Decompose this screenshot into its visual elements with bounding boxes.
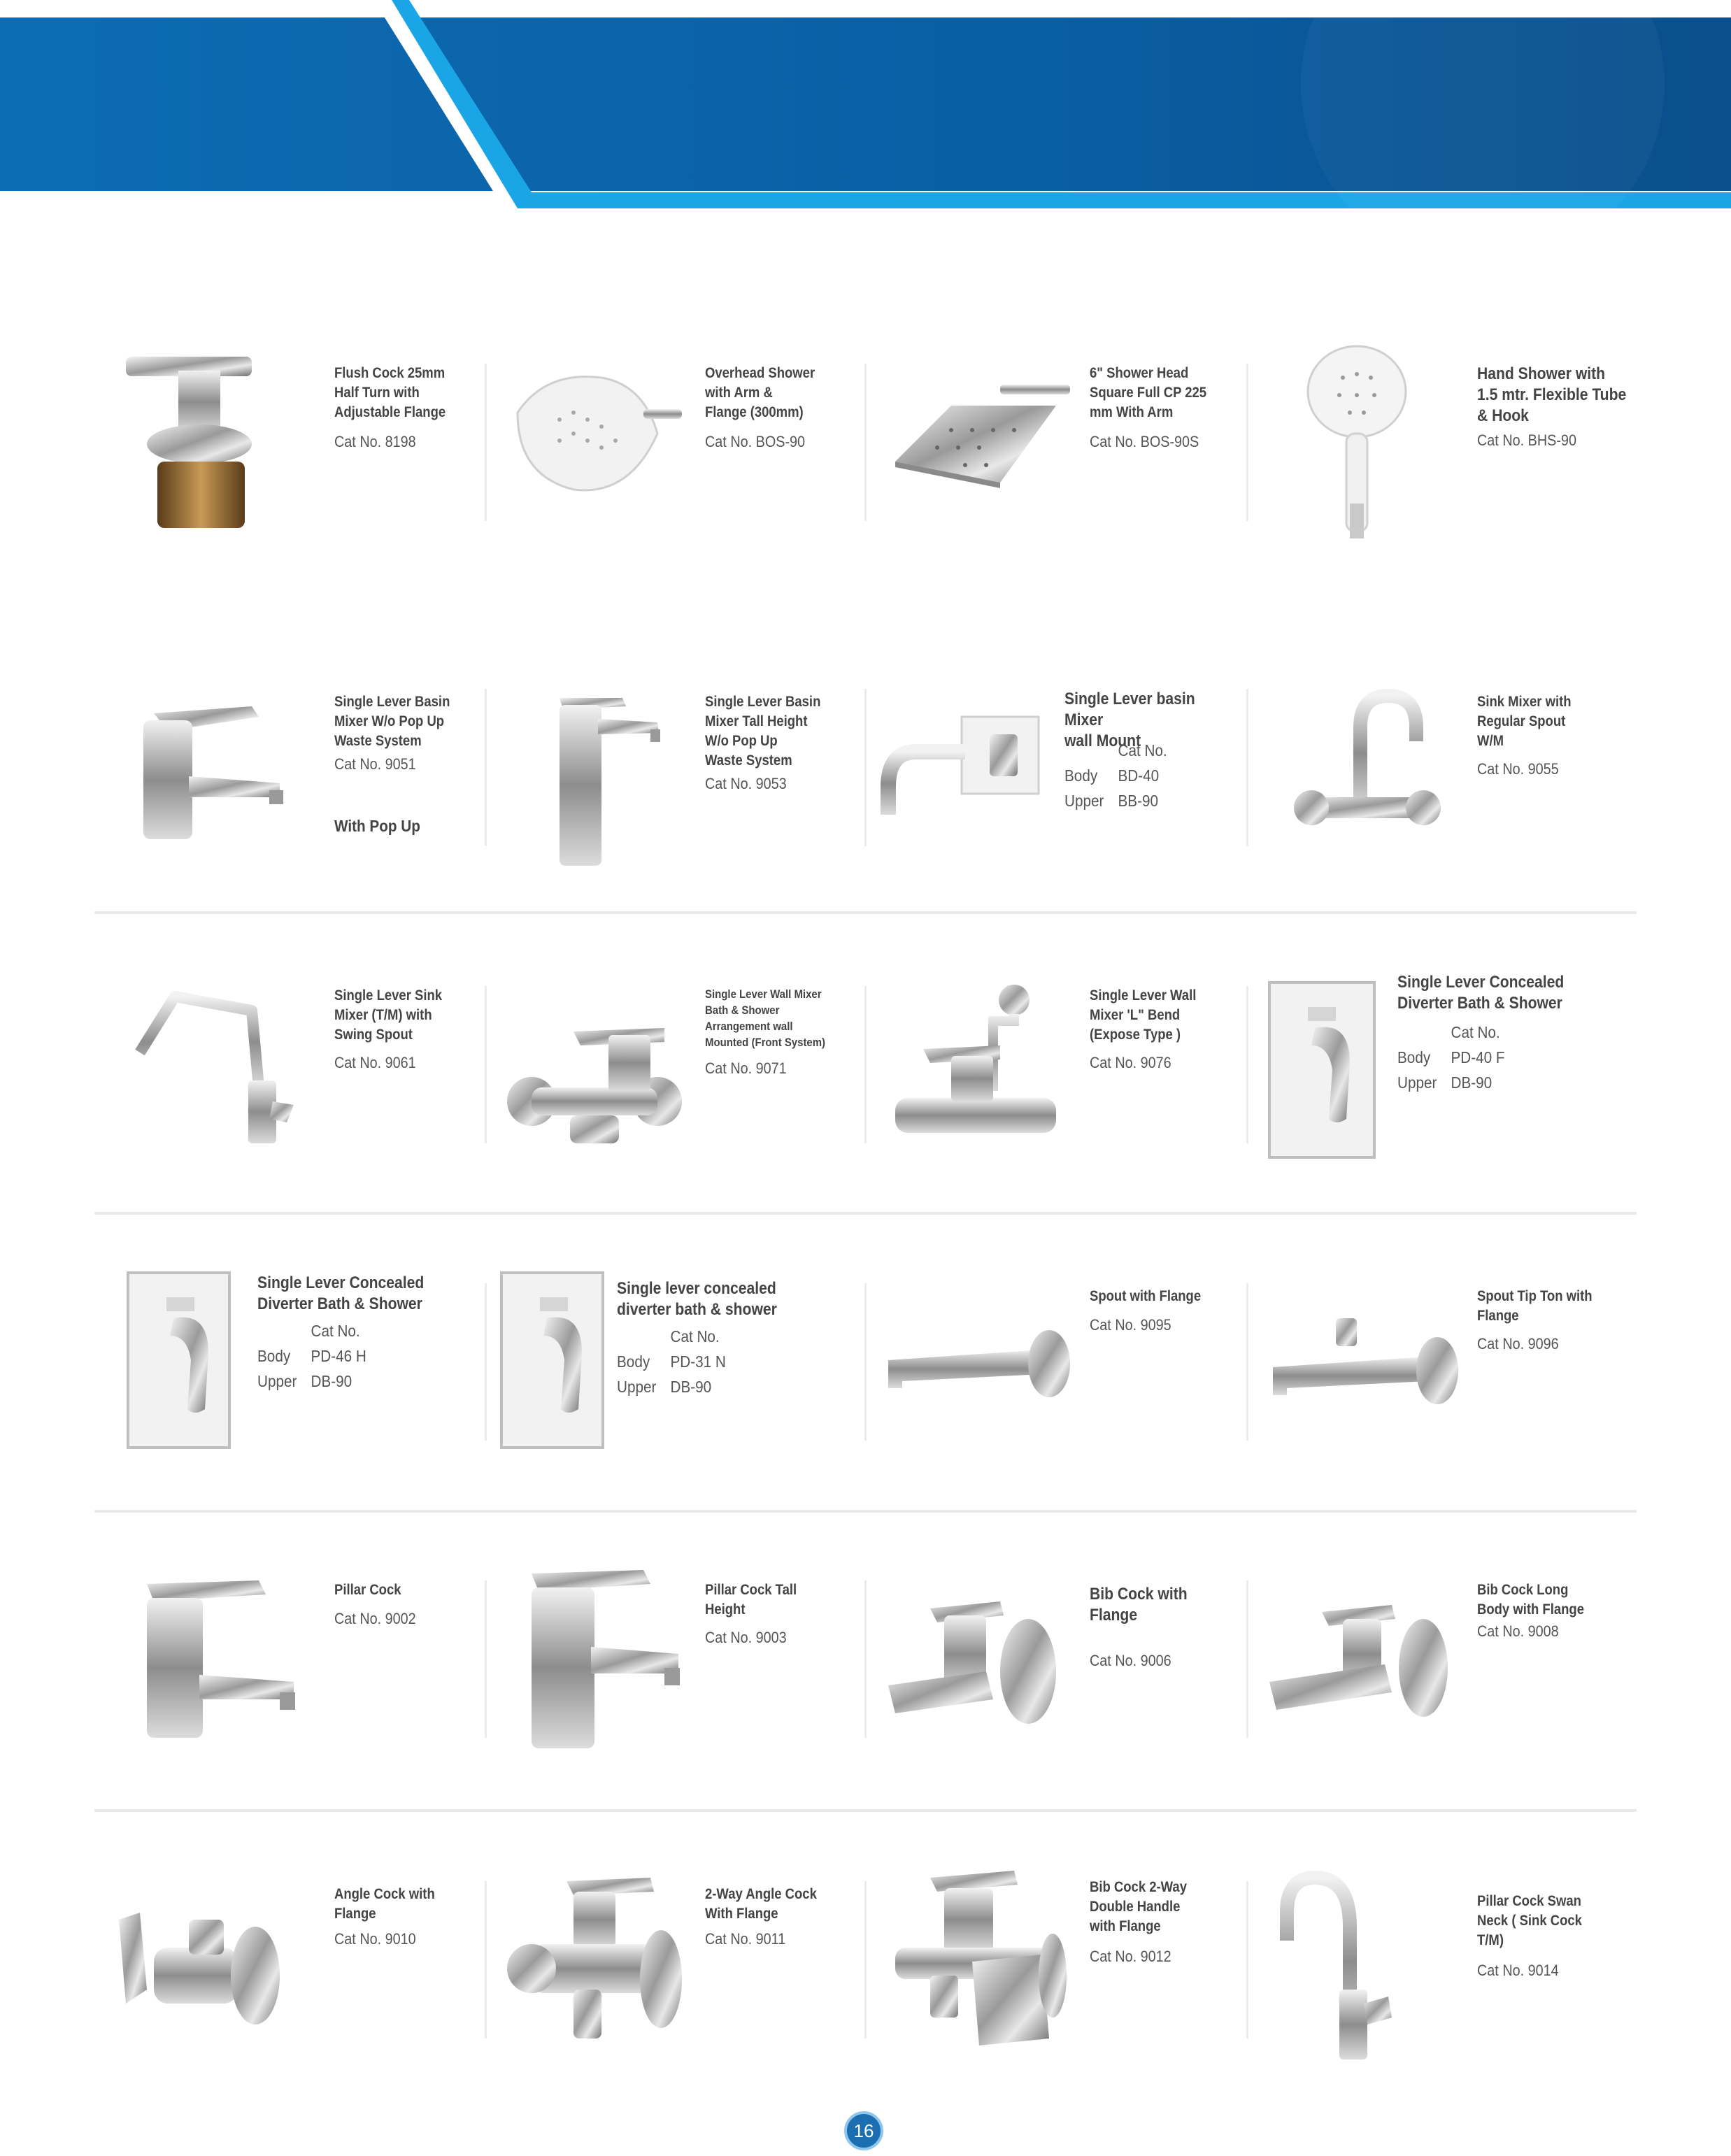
sink-mixer-icon — [1283, 685, 1451, 846]
overhead-shower-icon — [504, 350, 685, 511]
spec-block — [257, 1318, 366, 1394]
two-way-angle-cock-icon — [504, 1874, 685, 2056]
column-separator — [485, 364, 487, 521]
spout-icon — [881, 1318, 1077, 1409]
product-description: Spout Tip Ton with Flange — [1477, 1288, 1593, 1324]
square-shower-head-icon — [881, 350, 1077, 511]
spec-upper-value: DB-90 — [311, 1372, 352, 1390]
spec-body-value: BD-40 — [1118, 766, 1160, 785]
product-concealed-diverter-pd31n — [498, 1269, 876, 1465]
product-description: Angle Cock with Flange — [334, 1886, 435, 1922]
column-separator — [1246, 364, 1248, 521]
row-divider — [94, 911, 1637, 914]
product-description: 6" Shower Head Square Full CP 225 mm With Arm — [1090, 365, 1207, 420]
swan-neck-pillar-cock-icon — [1266, 1864, 1434, 2066]
product-description: Flush Cock 25mm Half Turn with Adjustable Flange — [334, 365, 446, 420]
product-long-bib-cock — [1266, 1573, 1644, 1769]
product-flush-cock — [112, 350, 476, 545]
pop-up-note: With Pop Up — [334, 817, 420, 835]
catalog-number: Cat No. 9010 — [334, 1930, 416, 1948]
product-description: Single Lever Concealed Diverter Bath & Shower — [257, 1273, 425, 1313]
spec-block — [1397, 1020, 1505, 1095]
catalog-number: Cat No. BHS-90 — [1477, 431, 1576, 449]
l-bend-wall-mixer-icon — [881, 979, 1063, 1154]
spec-upper-value: DB-90 — [670, 1378, 712, 1396]
spec-body-value: PD-31 N — [670, 1352, 726, 1371]
concealed-diverter-icon — [1266, 979, 1378, 1161]
product-description: Hand Shower with 1.5 mtr. Flexible Tube & Hook — [1477, 364, 1627, 425]
two-way-bib-cock-icon — [881, 1864, 1070, 2059]
column-separator — [1246, 986, 1248, 1143]
product-swan-neck-pillar-cock — [1266, 1864, 1644, 2066]
product-overhead-shower — [504, 350, 867, 545]
spout-tip-ton-icon — [1266, 1315, 1462, 1413]
row-divider — [94, 1212, 1637, 1215]
column-separator — [485, 689, 487, 846]
tall-basin-mixer-icon — [504, 691, 685, 873]
spec-cat-label: Cat No. — [1118, 741, 1167, 759]
product-description: Sink Mixer with Regular Spout W/M — [1477, 694, 1572, 749]
spec-upper-value: DB-90 — [1451, 1073, 1493, 1092]
product-description: Single Lever Wall Mixer 'L" Bend (Expose Type ) — [1090, 987, 1197, 1043]
product-concealed-diverter-pd46h — [124, 1269, 488, 1465]
catalog-number: Cat No. 8198 — [334, 433, 416, 450]
catalog-number: Cat No. 9002 — [334, 1610, 416, 1627]
spec-body-label: Body — [257, 1347, 291, 1365]
product-wall-basin-mixer — [874, 682, 1252, 878]
spec-cat-label: Cat No. — [311, 1322, 360, 1340]
catalog-number: Cat No. 9095 — [1090, 1316, 1171, 1334]
spec-upper-value: BB-90 — [1118, 792, 1159, 810]
product-spout-tip-ton — [1266, 1276, 1644, 1472]
spec-body-label: Body — [617, 1352, 650, 1371]
spec-body-label: Body — [1397, 1048, 1431, 1066]
tall-pillar-cock-icon — [504, 1570, 692, 1752]
long-bib-cock-icon — [1266, 1598, 1462, 1731]
spec-block — [617, 1324, 726, 1399]
catalog-number: Cat No. 9071 — [705, 1059, 787, 1077]
catalog-number: Cat No. 9011 — [705, 1930, 786, 1948]
column-separator — [1246, 1283, 1248, 1441]
product-description: Single Lever Basin Mixer W/o Pop Up Waste System — [334, 694, 450, 749]
catalog-number: Cat No. 9051 — [334, 755, 416, 773]
product-description: Single Lever Sink Mixer (T/M) with Swing Spout — [334, 987, 443, 1043]
catalog-number: Cat No. BOS-90S — [1090, 433, 1199, 450]
spec-upper-label: Upper — [257, 1372, 297, 1390]
product-concealed-diverter-pd40f — [1266, 972, 1644, 1168]
product-description: Bib Cock Long Body with Flange — [1477, 1582, 1584, 1618]
product-description: Bib Cock 2-Way Double Handle with Flange — [1090, 1879, 1187, 1934]
product-bib-cock — [881, 1577, 1245, 1773]
header-banner — [0, 0, 1731, 217]
spec-body-value: PD-40 F — [1451, 1048, 1505, 1066]
catalog-number: Cat No. 9076 — [1090, 1054, 1171, 1071]
catalog-number: Cat No. 9061 — [334, 1054, 416, 1071]
concealed-diverter-icon — [498, 1269, 610, 1451]
product-two-way-bib-cock — [881, 1864, 1245, 2066]
product-pillar-cock — [112, 1570, 476, 1766]
product-two-way-angle-cock — [504, 1874, 867, 2070]
catalog-number: Cat No. 9012 — [1090, 1948, 1171, 1965]
angle-cock-icon — [112, 1899, 287, 2039]
spec-body-value: PD-46 H — [311, 1347, 366, 1365]
column-separator — [1246, 1881, 1248, 2039]
product-tall-pillar-cock — [504, 1570, 867, 1766]
product-description: Single Lever Basin Mixer Tall Height W/o Pop Up Waste System — [705, 694, 821, 769]
product-description: 2-Way Angle Cock With Flange — [705, 1886, 817, 1922]
page-number: 16 — [844, 2111, 883, 2150]
concealed-diverter-icon — [124, 1269, 236, 1451]
product-square-shower-head — [881, 350, 1245, 545]
hand-shower-icon — [1287, 343, 1413, 545]
catalog-number: Cat No. 9053 — [705, 775, 787, 792]
product-swing-spout-sink-mixer — [112, 976, 476, 1171]
column-separator — [1246, 1580, 1248, 1738]
product-l-bend-wall-mixer — [881, 976, 1245, 1171]
catalog-number: Cat No. 9014 — [1477, 1962, 1559, 1979]
spec-body-label: Body — [1064, 766, 1098, 785]
wall-basin-mixer-icon — [874, 710, 1056, 836]
spec-upper-label: Upper — [1064, 792, 1104, 810]
product-hand-shower — [1287, 343, 1651, 552]
product-tall-basin-mixer — [504, 678, 867, 874]
spec-upper-label: Upper — [1397, 1073, 1437, 1092]
product-description: Spout with Flange — [1090, 1288, 1202, 1304]
product-basin-mixer — [112, 678, 476, 874]
product-description: Pillar Cock — [334, 1582, 401, 1598]
product-description: Single Lever Wall Mixer Bath & Shower Arrangement wall Mounted (Front System) — [705, 987, 826, 1049]
row-divider — [94, 1510, 1637, 1513]
catalog-number: Cat No. 9006 — [1090, 1652, 1171, 1669]
wall-mixer-icon — [504, 997, 692, 1157]
spec-upper-label: Upper — [617, 1378, 657, 1396]
column-separator — [485, 1881, 487, 2039]
product-description: Overhead Shower with Arm & Flange (300mm) — [705, 365, 815, 420]
spec-block — [1064, 738, 1167, 813]
catalog-number: Cat No. 9055 — [1477, 760, 1559, 778]
product-description: Single Lever basin Mixer wall Mount — [1064, 690, 1195, 750]
catalog-number: Cat No. 9008 — [1477, 1622, 1559, 1640]
product-wall-mixer — [504, 976, 867, 1171]
column-separator — [485, 986, 487, 1143]
product-sink-mixer — [1283, 682, 1647, 878]
basin-mixer-icon — [112, 692, 294, 853]
product-description: Single Lever Concealed Diverter Bath & Shower — [1397, 973, 1565, 1013]
bib-cock-icon — [881, 1594, 1077, 1734]
catalog-number: Cat No. 9096 — [1477, 1335, 1559, 1352]
column-separator — [485, 1580, 487, 1738]
spec-cat-label: Cat No. — [670, 1327, 720, 1345]
product-description: Pillar Cock Swan Neck ( Sink Cock T/M) — [1477, 1893, 1582, 1948]
spec-cat-label: Cat No. — [1451, 1023, 1500, 1041]
swing-spout-sink-mixer-icon — [112, 983, 308, 1157]
catalog-number: Cat No. 9003 — [705, 1629, 787, 1646]
product-description: Pillar Cock Tall Height — [705, 1582, 797, 1618]
product-description: Single lever concealed diverter bath & shower — [617, 1279, 777, 1319]
flush-cock-icon — [112, 350, 294, 538]
pillar-cock-icon — [112, 1577, 308, 1752]
catalog-number: Cat No. BOS-90 — [705, 433, 806, 450]
product-description: Bib Cock with Flange — [1090, 1585, 1188, 1625]
product-spout — [881, 1276, 1245, 1472]
product-angle-cock — [112, 1874, 476, 2070]
row-divider — [94, 1809, 1637, 1812]
